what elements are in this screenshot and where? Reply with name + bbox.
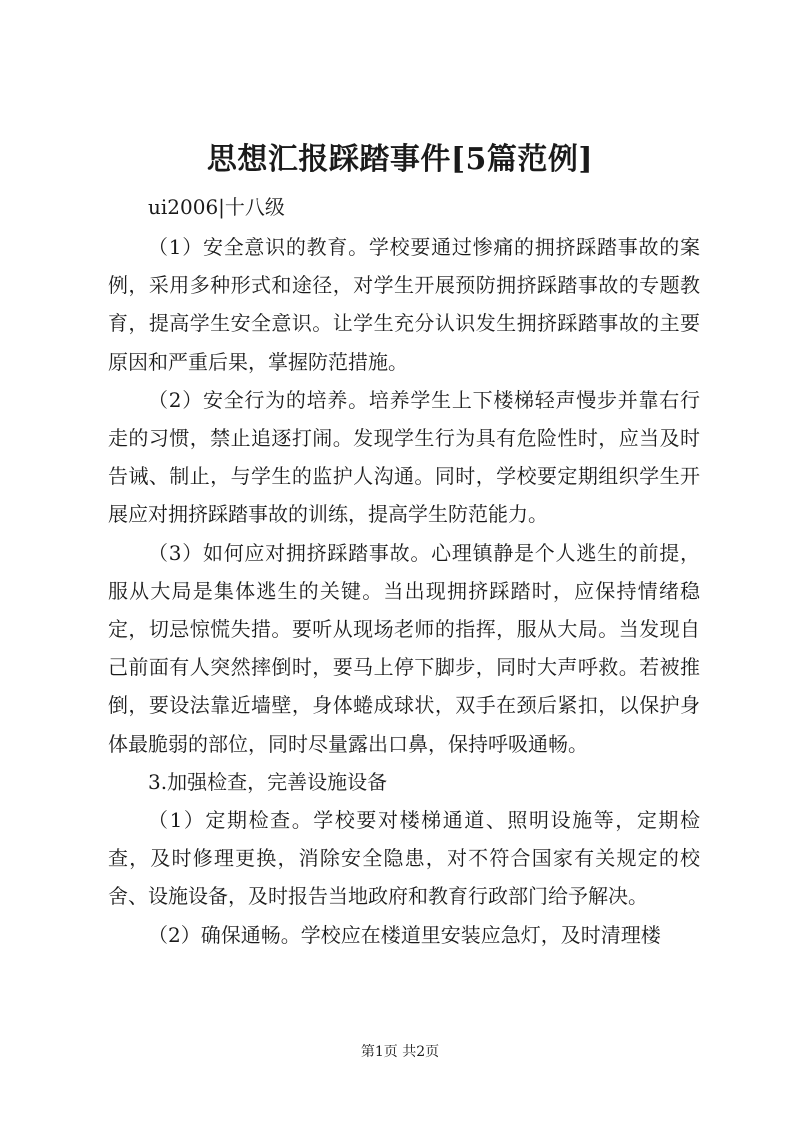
document-title: 思想汇报踩踏事件[5篇范例]: [206, 142, 594, 177]
author-line: ui2006|十八级: [148, 195, 285, 219]
section-heading-inspection: 3.加强检查，完善设施设备: [148, 769, 388, 794]
document-body: [108, 228, 700, 954]
paragraph-keep-clear: （2）确保通畅。学校应在楼道里安装应急灯，及时清理楼: [148, 922, 661, 947]
paragraph-safety-behavior: （2）安全行为的培养。培养学生上下楼梯轻声慢步并靠右行走的习惯，禁止追逐打闹。发现学生行为具有危险性时，应当及时告诫、制止，与学生的监护人沟通。同时，学校要定期组织学生开展应对拥挤踩踏事故的训练，提高学生防范能力。: [108, 387, 700, 527]
page-footer: 第1页 共2页: [360, 1044, 440, 1060]
paragraph-safety-awareness: （1）安全意识的教育。学校要通过惨痛的拥挤踩踏事故的案例，采用多种形式和途径，对学生开展预防拥挤踩踏事故的专题教育，提高学生安全意识。让学生充分认识发生拥挤踩踏事故的主要原因和严重后果，掌握防范措施。: [108, 235, 700, 374]
paragraph-crowd-response: （3）如何应对拥挤踩踏事故。心理镇静是个人逃生的前提，服从大局是集体逃生的关键。当出现拥挤踩踏时，应保持情绪稳定，切忌惊慌失措。要听从现场老师的指挥，服从大局。当发现自己前面有人突然摔倒时，要马上停下脚步，同时大声呼救。若被推倒，要设法靠近墙壁，身体蜷成球状，双手在颈后紧扣，以保护身体最脆弱的部位，同时尽量露出口鼻，保持呼吸通畅。: [108, 540, 700, 756]
paragraph-regular-inspection: （1）定期检查。学校要对楼梯通道、照明设施等，定期检查，及时修理更换，消除安全隐患，对不符合国家有关规定的校舍、设施设备，及时报告当地政府和教育行政部门给予解决。: [108, 808, 700, 909]
